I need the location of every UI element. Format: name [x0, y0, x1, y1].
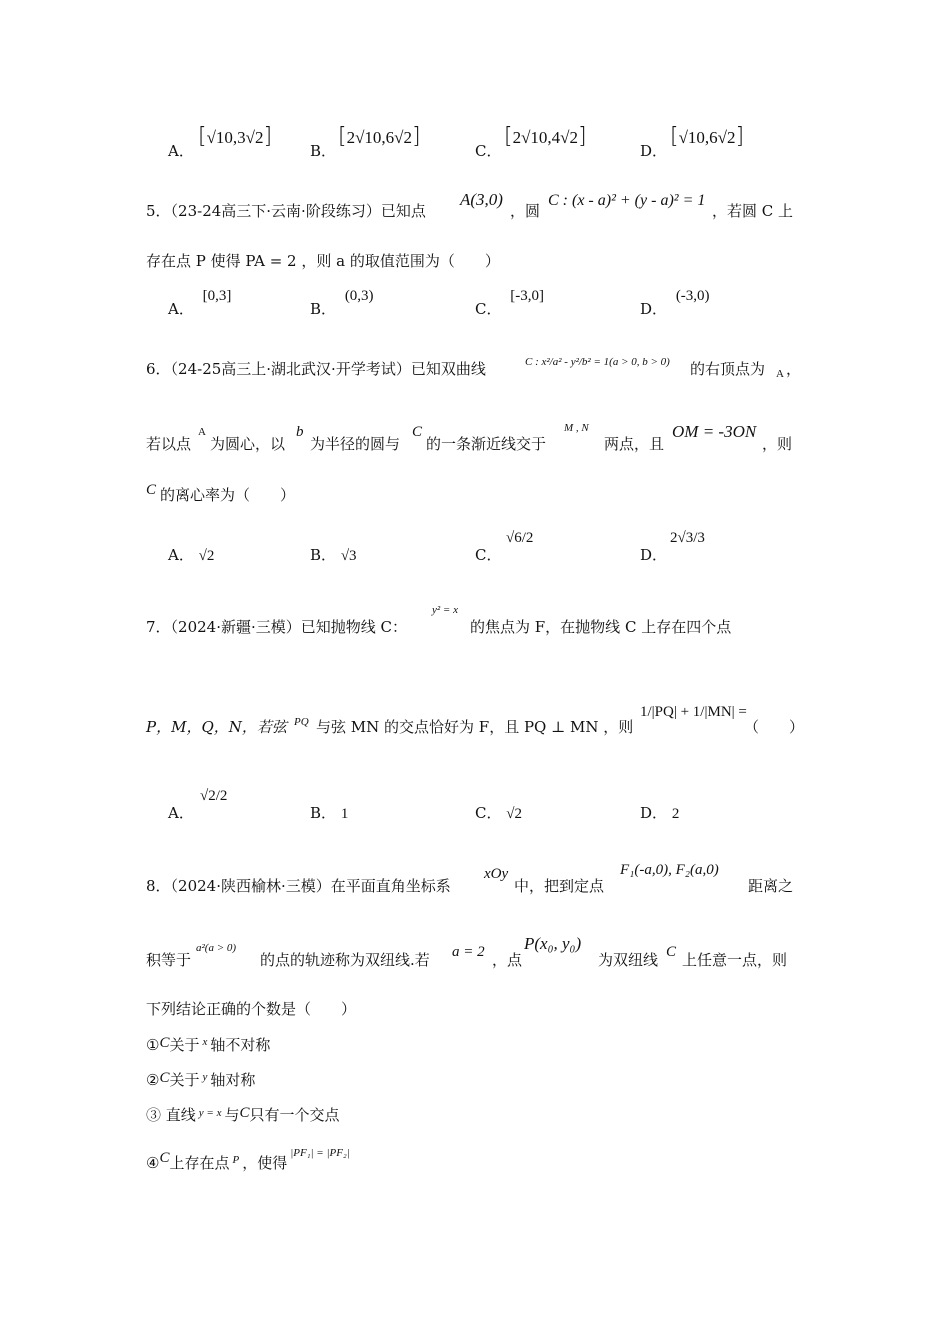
q4-option-a-expr: [√10,3√2] [198, 124, 273, 149]
q8-point: P(x₀, y₀) [524, 934, 582, 953]
q7-line2-b: 与弦 MN 的交点恰好为 F，且 PQ ⊥ MN ，则 [316, 718, 634, 736]
q8-s3-rest: 只有一个交点 [249, 1106, 340, 1124]
q8-mid: 中，把到定点 [514, 877, 605, 895]
q5-point-a: A(3,0) [460, 190, 503, 209]
q8-s4-eq: |PF₁| = |PF₂| [290, 1147, 350, 1159]
q8-statement-1 [146, 1034, 270, 1055]
q8-s3-line: y = x [198, 1107, 222, 1119]
q4-option-b-expr-text: 2√10,6√2 [346, 128, 413, 147]
q6-points-mn: M , N [564, 422, 589, 434]
q4-option-c-expr-text: 2√10,4√2 [512, 128, 579, 147]
q8-line2-d: 为双纽线 [598, 951, 659, 969]
q6-number: 6． [146, 360, 171, 378]
q8-a-val: a = 2 [452, 944, 485, 960]
q5-option-b [310, 288, 374, 319]
q5-option-b-letter: B． [310, 300, 337, 318]
q6-after-hyp: 的右顶点为 [690, 360, 766, 378]
q6-option-b-letter: B． [310, 546, 337, 564]
q6-radius: b [296, 424, 304, 440]
q4-option-b-letter: B． [310, 142, 337, 160]
q6-option-d-expr: 2√3/3 [670, 530, 705, 546]
q8-s4-text2: ，使得 [242, 1154, 288, 1172]
q7-option-a-letter: A． [168, 804, 194, 822]
q8-cond: a²(a > 0) [196, 942, 237, 954]
q8-s1-mark: ① [146, 1036, 160, 1054]
q4-option-b-expr: [2√10,6√2] [338, 124, 421, 149]
q7-option-d-letter: D． [640, 804, 668, 822]
q4-option-a [168, 140, 194, 161]
q7-expr: 1/|PQ| + 1/|MN| = [640, 704, 747, 720]
q5-option-a-letter: A． [168, 300, 194, 318]
q5-circle-eq: C : (x - a)² + (y - a)² = 1 [548, 192, 706, 209]
q6-line3-curve: C [146, 482, 157, 498]
q8-s2-curve: C [159, 1070, 170, 1086]
q8-line-1 [146, 875, 451, 896]
q8-line2-e: 上任意一点，则 [682, 951, 788, 969]
q8-s3-text: 与 [224, 1106, 240, 1124]
q8-line2-c: ，点 [492, 951, 523, 969]
q7-option-a-expr: √2/2 [200, 788, 228, 804]
q6-line2-a: 若以点 [146, 435, 192, 453]
q8-s2-var: y [202, 1071, 208, 1083]
q5-suffix: ，若圆 C 上 [712, 202, 794, 220]
q7-option-a [168, 802, 194, 823]
q8-s1-curve: C [159, 1035, 170, 1051]
q5-option-d-letter: D． [640, 300, 668, 318]
q6-option-a-expr: √2 [198, 548, 215, 564]
q8-s2-rest: 轴对称 [210, 1071, 256, 1089]
q4-option-d [640, 140, 667, 161]
q8-line3: 下列结论正确的个数是（ ） [146, 1000, 357, 1018]
q7-line1-rest: 的焦点为 F，在抛物线 C 上存在四个点 [470, 618, 732, 636]
q6-curve: C [412, 424, 423, 440]
q8-source: （2024·陕西榆林·三模）在平面直角坐标系 [170, 877, 451, 895]
q5-option-a [168, 288, 232, 319]
q5-option-a-expr: [0,3] [202, 288, 232, 304]
q6-line-1 [146, 358, 486, 379]
q8-s4-text: 上存在点 [169, 1154, 230, 1172]
q8-s4-curve: C [159, 1150, 170, 1166]
q8-foci: F₁(-a,0), F₂(a,0) [620, 862, 719, 878]
q8-statement-3 [146, 1104, 340, 1125]
q8-line2-a: 积等于 [146, 951, 192, 969]
q8-s1-text: 关于 [169, 1036, 200, 1054]
q7-option-b-letter: B． [310, 804, 337, 822]
q8-end1: 距离之 [748, 877, 794, 895]
q5-option-b-expr: (0,3) [344, 288, 374, 304]
q6-vertex: A [776, 368, 784, 380]
q6-option-d-letter: D． [640, 546, 668, 564]
q5-option-d-expr: (-3,0) [675, 288, 710, 304]
q8-s2-text: 关于 [169, 1071, 200, 1089]
q7-chord-pq: PQ [294, 716, 309, 728]
q6-option-c [475, 544, 501, 565]
q7-option-c-letter: C． [475, 804, 502, 822]
q7-line2-a: P，M，Q，N，若弦 [146, 718, 287, 736]
q5-line-2: 存在点 P 使得 PA = 2 ，则 a 的取值范围为（ ） [146, 252, 500, 270]
q6-option-a [168, 544, 214, 565]
q4-option-b [310, 140, 336, 161]
q6-line3: 的离心率为（ ） [160, 486, 296, 504]
q8-s2-mark: ② [146, 1071, 160, 1089]
q6-hyperbola: C : x²/a² - y²/b² = 1(a > 0, b > 0) [525, 356, 670, 368]
q4-option-d-expr: [√10,6√2] [670, 124, 745, 149]
q6-comma: ， [786, 360, 802, 378]
q6-option-c-expr: √6/2 [506, 530, 534, 546]
q8-statement-4 [146, 1147, 350, 1173]
q8-line2-curve: C [666, 944, 677, 960]
q6-option-b-expr: √3 [340, 548, 357, 564]
q8-s3-mark: ③ 直线 [146, 1106, 196, 1124]
q6-line2-e: 两点，且 [604, 435, 665, 453]
q4-option-c-expr: [2√10,4√2] [504, 124, 587, 149]
q8-system: xOy [484, 866, 509, 882]
q4-option-d-letter: D． [640, 142, 668, 160]
q8-s1-rest: 轴不对称 [210, 1036, 271, 1054]
q5-option-c-expr: [-3,0] [510, 288, 545, 304]
q6-line2-vertex: A [198, 426, 206, 438]
q6-option-d [640, 544, 667, 565]
q6-line2-c: 为半径的圆与 [310, 435, 401, 453]
q5-option-c [475, 288, 545, 319]
q4-option-a-letter: A． [168, 142, 194, 160]
q7-parabola: y² = x [432, 604, 458, 616]
q8-s3-curve: C [239, 1105, 250, 1121]
q8-number: 8． [146, 877, 171, 895]
q7-source: （2024·新疆·三模）已知抛物线 C： [170, 618, 408, 636]
q8-s4-p: P [232, 1154, 240, 1166]
q5-number: 5． [146, 202, 171, 220]
q7-option-d [640, 802, 679, 823]
q7-option-d-expr: 2 [671, 806, 680, 822]
q7-option-b [310, 802, 348, 823]
q8-statement-2 [146, 1069, 255, 1090]
q4-option-c [475, 140, 501, 161]
q8-line2-b: 的点的轨迹称为双纽线.若 [260, 951, 430, 969]
q7-blank: （ ） [744, 718, 805, 736]
q5-circle-prefix: ，圆 [510, 202, 541, 220]
q7-number: 7． [146, 618, 171, 636]
q5-option-d [640, 288, 710, 319]
q6-vector-eq: OM = -3ON [672, 422, 757, 441]
q7-option-c-expr: √2 [506, 806, 522, 822]
q6-source: （24-25高三上·湖北武汉·开学考试）已知双曲线 [170, 360, 486, 378]
q5-line-1 [146, 200, 426, 221]
q7-option-c [475, 802, 522, 823]
q5-option-c-letter: C． [475, 300, 502, 318]
q5-source: （23-24高三下·云南·阶段练习）已知点 [170, 202, 426, 220]
q6-option-c-letter: C． [475, 546, 502, 564]
q6-line2-f: ，则 [762, 435, 793, 453]
q8-s1-var: x [202, 1036, 208, 1048]
q4-option-c-letter: C． [475, 142, 502, 160]
q8-s4-mark: ④ [146, 1154, 160, 1172]
q6-line2-b: 为圆心，以 [210, 435, 286, 453]
q4-option-a-expr-text: √10,3√2 [206, 128, 264, 147]
q6-option-a-letter: A． [168, 546, 194, 564]
q6-option-b [310, 544, 357, 565]
q7-line-1 [146, 616, 407, 637]
q4-option-d-expr-text: √10,6√2 [678, 128, 736, 147]
q7-option-b-expr: 1 [340, 806, 349, 822]
q6-line2-d: 的一条渐近线交于 [426, 435, 547, 453]
